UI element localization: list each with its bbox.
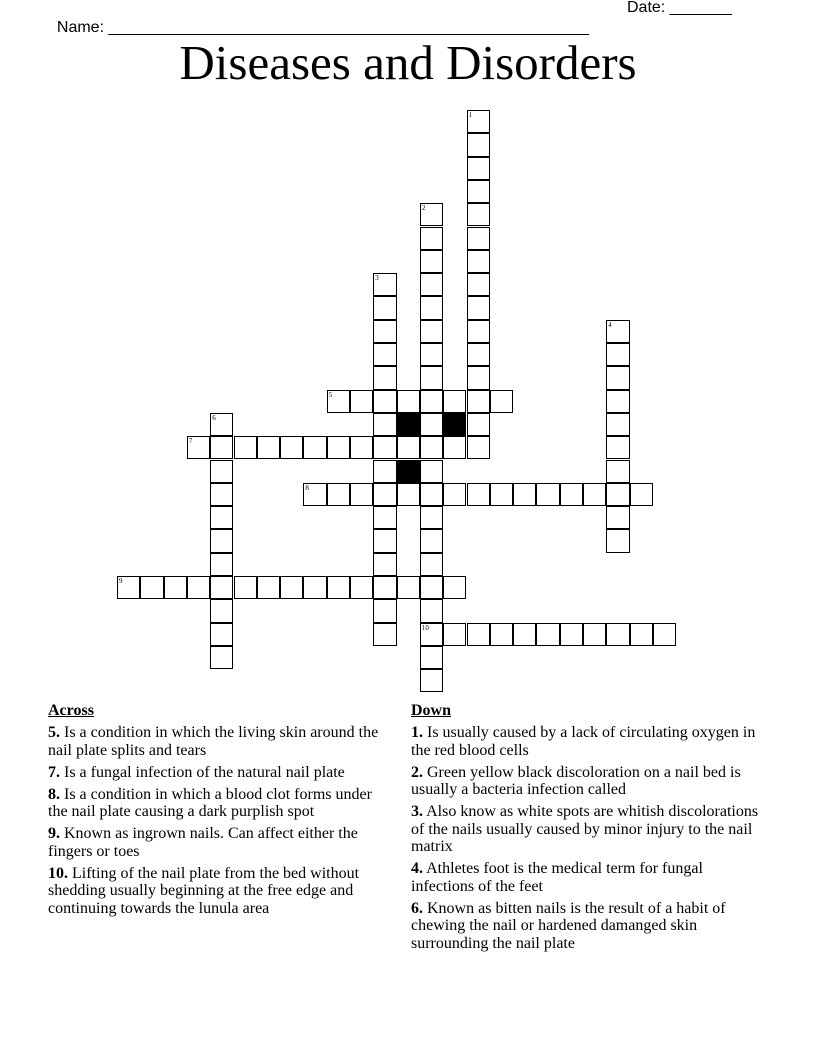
clue-text: Athletes foot is the medical term for fungal infections of the feet — [411, 860, 703, 895]
crossword-cell[interactable] — [467, 623, 490, 646]
clue-number: 8. — [48, 785, 60, 803]
crossword-cell[interactable] — [420, 250, 443, 273]
clue-number: 1. — [411, 724, 423, 741]
crossword-cell[interactable] — [420, 506, 443, 529]
crossword-cell[interactable] — [420, 460, 443, 483]
crossword-cell[interactable] — [420, 576, 443, 599]
crossword-cell[interactable] — [420, 599, 443, 622]
crossword-cell[interactable] — [420, 483, 443, 506]
crossword-cell[interactable] — [373, 506, 396, 529]
cell-number: 5 — [328, 390, 333, 399]
crossword-cell[interactable] — [560, 623, 583, 646]
clue-text: Green yellow black discoloration on a nail bed is usually a bacteria infection called — [411, 763, 741, 798]
clue-text: Is a fungal infection of the natural nail plate — [64, 763, 345, 781]
crossword-cell[interactable] — [257, 576, 280, 599]
crossword-cell[interactable] — [373, 553, 396, 576]
clue-across-10 — [48, 865, 393, 918]
crossword-cell[interactable] — [373, 273, 396, 296]
clue-down-6 — [411, 900, 767, 953]
cell-number: 9 — [119, 577, 123, 585]
clue-across-8 — [48, 786, 393, 821]
crossword-cell[interactable] — [303, 483, 326, 506]
crossword-cell[interactable] — [467, 180, 490, 203]
crossword-cell[interactable] — [467, 227, 490, 250]
cell-number: 8 — [305, 483, 309, 492]
crossword-cell[interactable] — [420, 623, 443, 646]
crossword-cell[interactable] — [467, 436, 490, 459]
crossword-cell[interactable] — [606, 460, 629, 483]
crossword-cell[interactable] — [513, 623, 536, 646]
crossword-cell[interactable] — [420, 296, 443, 319]
crossword-cell[interactable] — [327, 483, 350, 506]
crossword-cell[interactable] — [210, 576, 233, 599]
crossword-cell[interactable] — [606, 343, 629, 366]
crossword-cell[interactable] — [303, 436, 326, 459]
across-clues — [48, 702, 393, 922]
crossword-cell[interactable] — [606, 529, 629, 552]
crossword-cell[interactable] — [373, 599, 396, 622]
cell-number: 10 — [421, 623, 429, 632]
clue-number: 6. — [411, 899, 423, 917]
black-cell — [397, 460, 420, 483]
crossword-cell[interactable] — [373, 320, 396, 343]
cell-number: 4 — [608, 320, 612, 329]
down-clues — [411, 702, 767, 957]
crossword-cell[interactable] — [280, 576, 303, 599]
crossword-cell[interactable] — [467, 483, 490, 506]
crossword-cell[interactable] — [420, 646, 443, 669]
clue-number: 4. — [411, 860, 423, 877]
crossword-cell[interactable] — [467, 343, 490, 366]
crossword-cell[interactable] — [420, 227, 443, 250]
crossword-cell[interactable] — [583, 623, 606, 646]
clue-text: Is a condition in which the living skin around the nail plate splits and tears — [48, 724, 379, 759]
crossword-cell[interactable] — [373, 529, 396, 552]
cell-number: 6 — [212, 413, 216, 422]
crossword-cell[interactable] — [350, 483, 373, 506]
crossword-cell[interactable] — [467, 273, 490, 296]
crossword-cell[interactable] — [606, 413, 629, 436]
clue-text: Lifting of the nail plate from the bed without shedding usually beginning at the free edge and continuing towards the lunula area — [48, 864, 360, 917]
crossword-cell[interactable] — [327, 576, 350, 599]
crossword-cell[interactable] — [467, 110, 490, 133]
crossword-cell[interactable] — [606, 390, 629, 413]
name-field[interactable]: Name: ______________________________________________________ — [56, 19, 589, 36]
crossword-cell[interactable] — [210, 460, 233, 483]
clue-down-1 — [411, 724, 767, 759]
crossword-cell[interactable] — [490, 390, 513, 413]
crossword-cell[interactable] — [117, 576, 140, 599]
crossword-cell[interactable] — [630, 623, 653, 646]
clue-down-3 — [411, 803, 767, 856]
crossword-cell[interactable] — [210, 506, 233, 529]
clue-across-9 — [48, 825, 393, 860]
cell-number: 7 — [188, 437, 193, 446]
crossword-cell[interactable] — [536, 623, 559, 646]
crossword-cell[interactable] — [373, 483, 396, 506]
crossword-cell[interactable] — [303, 576, 326, 599]
crossword-cell[interactable] — [210, 483, 233, 506]
crossword-cell[interactable] — [536, 483, 559, 506]
crossword-cell[interactable] — [606, 623, 629, 646]
crossword-cell[interactable] — [443, 483, 466, 506]
clue-text: Known as ingrown nails. Can affect either the fingers or toes — [48, 825, 358, 860]
crossword-cell[interactable] — [210, 436, 233, 459]
clue-number: 5. — [48, 724, 60, 741]
crossword-cell[interactable] — [467, 366, 490, 389]
crossword-cell[interactable] — [373, 436, 396, 459]
crossword-cell[interactable] — [467, 296, 490, 319]
crossword-cell[interactable] — [490, 483, 513, 506]
crossword-cell[interactable] — [653, 623, 676, 646]
crossword-cell[interactable] — [606, 320, 629, 343]
crossword-cell[interactable] — [420, 343, 443, 366]
crossword-cell[interactable] — [373, 366, 396, 389]
crossword-cell[interactable] — [210, 529, 233, 552]
crossword-cell[interactable] — [397, 483, 420, 506]
clue-number: 9. — [48, 825, 60, 842]
crossword-cell[interactable] — [420, 320, 443, 343]
crossword-cell[interactable] — [420, 669, 443, 692]
clue-down-2 — [411, 764, 767, 799]
crossword-cell[interactable] — [234, 436, 257, 459]
crossword-cell[interactable] — [467, 133, 490, 156]
clue-across-7 — [48, 764, 393, 782]
crossword-cell[interactable] — [373, 576, 396, 599]
crossword-cell[interactable] — [490, 623, 513, 646]
crossword-cell[interactable] — [443, 576, 466, 599]
black-cell — [397, 413, 420, 436]
black-cell — [443, 413, 466, 436]
crossword-cell[interactable] — [443, 436, 466, 459]
crossword-cell[interactable] — [373, 390, 396, 413]
crossword-cell[interactable] — [420, 436, 443, 459]
crossword-cell[interactable] — [420, 273, 443, 296]
crossword-cell[interactable] — [467, 157, 490, 180]
crossword-cell[interactable] — [420, 413, 443, 436]
crossword-cell[interactable] — [420, 553, 443, 576]
crossword-cell[interactable] — [373, 413, 396, 436]
crossword-cell[interactable] — [443, 390, 466, 413]
crossword-cell[interactable] — [210, 553, 233, 576]
crossword-cell[interactable] — [397, 436, 420, 459]
crossword-cell[interactable] — [350, 436, 373, 459]
crossword-cell[interactable] — [373, 623, 396, 646]
crossword-cell[interactable] — [210, 413, 233, 436]
crossword-cell[interactable] — [467, 320, 490, 343]
crossword-cell[interactable] — [140, 576, 163, 599]
crossword-cell[interactable] — [350, 576, 373, 599]
clue-number: 2. — [411, 763, 423, 781]
crossword-cell[interactable] — [280, 436, 303, 459]
crossword-cell[interactable] — [420, 366, 443, 389]
crossword-cell[interactable] — [560, 483, 583, 506]
crossword-cell[interactable] — [373, 460, 396, 483]
crossword-cell[interactable] — [234, 576, 257, 599]
crossword-cell[interactable] — [467, 413, 490, 436]
crossword-cell[interactable] — [467, 250, 490, 273]
date-field[interactable]: Date: _______ — [627, 0, 732, 16]
cell-number: 2 — [421, 204, 426, 213]
crossword-cell[interactable] — [164, 576, 187, 599]
clue-down-4 — [411, 860, 767, 895]
crossword-cell[interactable] — [327, 436, 350, 459]
crossword-cell[interactable] — [397, 576, 420, 599]
crossword-cell[interactable] — [257, 436, 280, 459]
clue-text: Known as bitten nails is the result of a habit of chewing the nail or hardened damanged skin surrounding the nail plate — [411, 899, 726, 952]
crossword-cell[interactable] — [210, 623, 233, 646]
crossword-cell[interactable] — [187, 576, 210, 599]
crossword-cell[interactable] — [373, 343, 396, 366]
crossword-cell[interactable] — [350, 390, 373, 413]
crossword-cell[interactable] — [187, 436, 210, 459]
cell-number: 1 — [468, 111, 472, 119]
page-title: Diseases and Disorders — [179, 35, 637, 90]
crossword-cell[interactable] — [373, 296, 396, 319]
crossword-cell[interactable] — [443, 623, 466, 646]
cell-number: 3 — [375, 274, 379, 283]
clue-number: 3. — [411, 803, 423, 820]
crossword-cell[interactable] — [420, 203, 443, 226]
crossword-cell[interactable] — [630, 483, 653, 506]
clue-text: Is a condition in which a blood clot forms under the nail plate causing a dark purplish spot — [48, 785, 372, 820]
crossword-cell[interactable] — [467, 390, 490, 413]
crossword-cell[interactable] — [397, 390, 420, 413]
down-heading: Down — [411, 702, 452, 719]
across-heading: Across — [48, 702, 94, 719]
crossword-cell[interactable] — [327, 390, 350, 413]
clue-text: Also know as white spots are whitish discolorations of the nails usually caused by minor injury to the nail matrix — [411, 803, 759, 855]
crossword-cell[interactable] — [420, 390, 443, 413]
crossword-cell[interactable] — [606, 436, 629, 459]
clue-across-5 — [48, 724, 393, 759]
crossword-cell[interactable] — [513, 483, 536, 506]
clue-number: 7. — [48, 763, 60, 781]
crossword-cell[interactable] — [467, 203, 490, 226]
crossword-cell[interactable] — [210, 599, 233, 622]
crossword-cell[interactable] — [420, 529, 443, 552]
crossword-cell[interactable] — [606, 483, 629, 506]
crossword-cell[interactable] — [606, 506, 629, 529]
clue-text: Is usually caused by a lack of circulating oxygen in the red blood cells — [411, 724, 756, 759]
clue-number: 10. — [48, 864, 68, 882]
crossword-cell[interactable] — [583, 483, 606, 506]
crossword-cell[interactable] — [606, 366, 629, 389]
crossword-cell[interactable] — [210, 646, 233, 669]
